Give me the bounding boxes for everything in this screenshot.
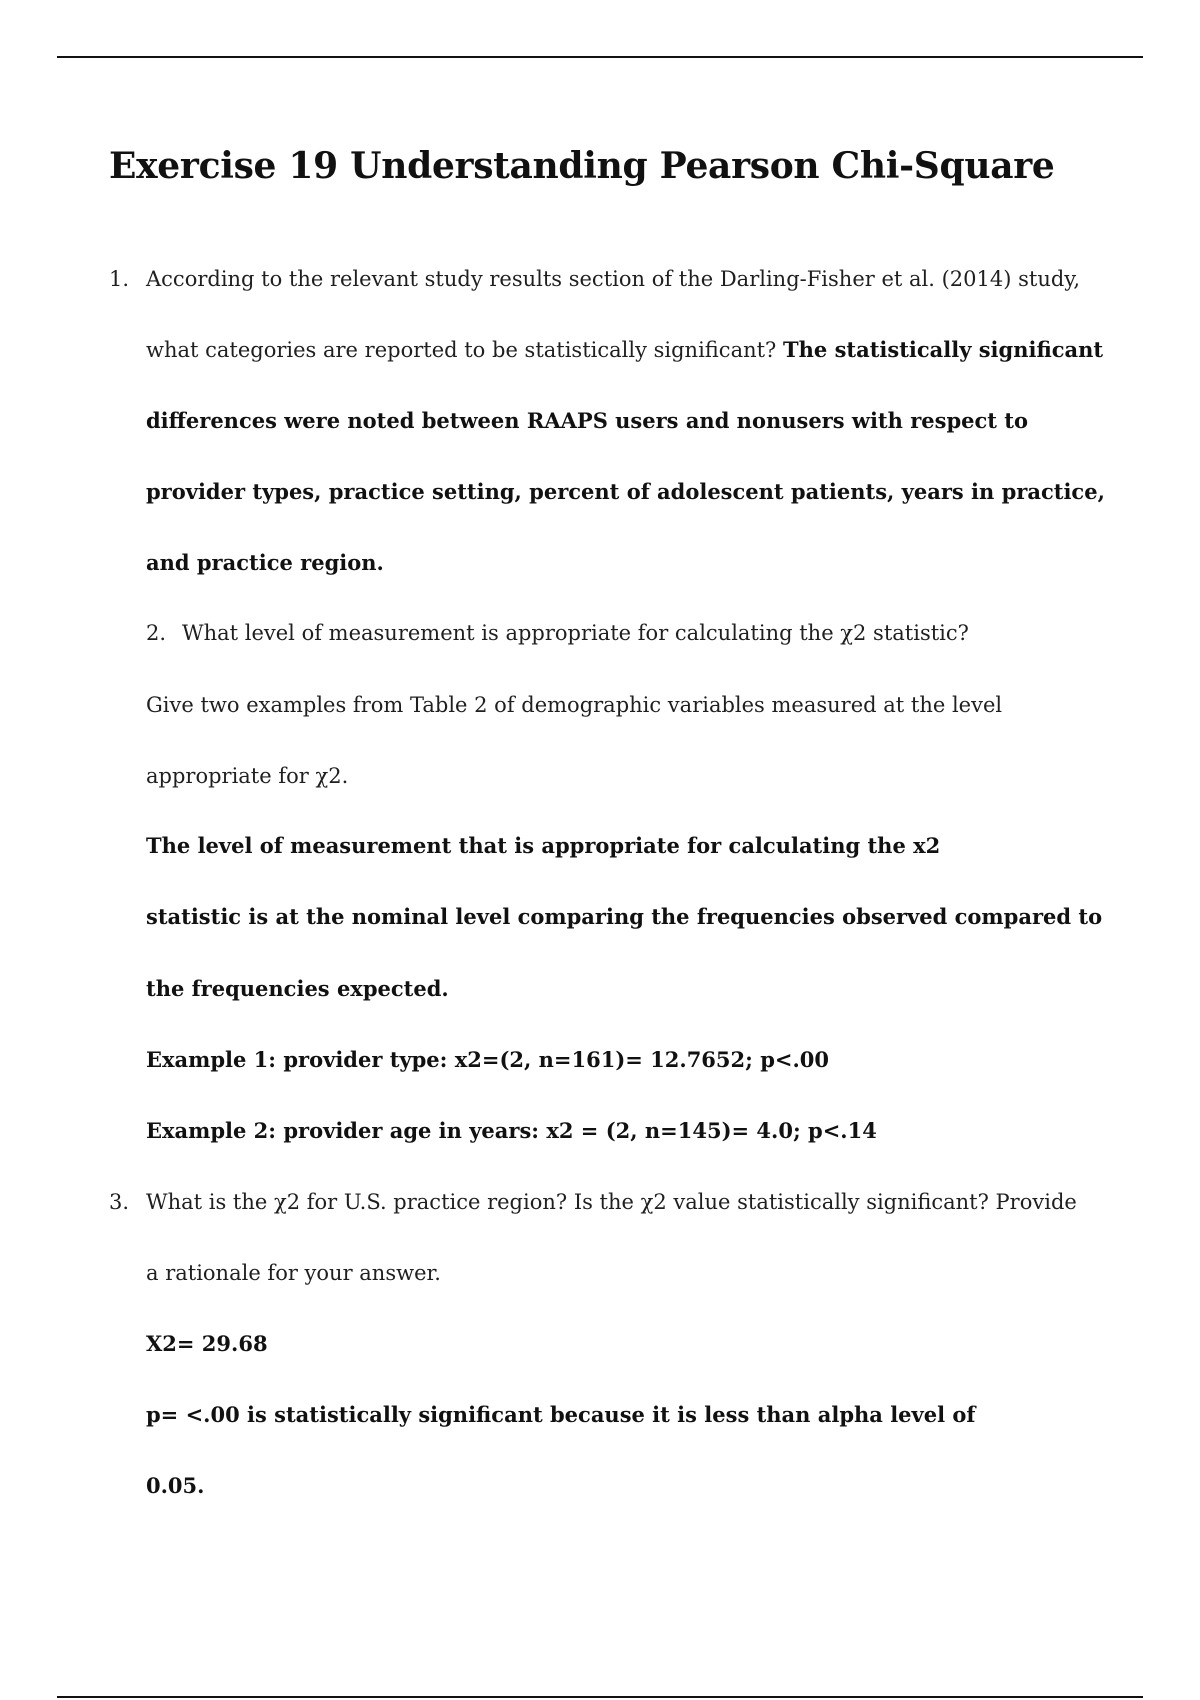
q1-answer-line-1: differences were noted between RAAPS users and nonusers with respect to [146,408,1029,433]
top-rule [57,56,1143,58]
q1-line-2 [146,336,1103,364]
q2-answer-line-2: statistic is at the nominal level comparing the frequencies observed compared to [146,904,1103,929]
q3-answer-line-3: 0.05. [146,1473,205,1498]
q1-answer-line-2: provider types, practice setting, percent of adolescent patients, years in practice, [146,479,1105,504]
q1-number: 1. [109,267,130,291]
q2-answer-line-3: the frequencies expected. [146,976,449,1001]
q2-example-2: Example 2: provider age in years: x2 = (2, n=145)= 4.0; p<.14 [146,1118,877,1143]
q3-line-1: What is the χ2 for U.S. practice region? Is the χ2 value statistically significant? Provide [146,1190,1077,1214]
q2-example-1: Example 1: provider type: x2=(2, n=161)= 12.7652; p<.00 [146,1047,830,1072]
q2-line-2: Give two examples from Table 2 of demographic variables measured at the level [146,693,1003,717]
q1-answer-inline: The statistically significant [783,337,1104,362]
q2-number: 2. [146,621,167,645]
q1-question-text: what categories are reported to be statistically significant? [146,338,777,362]
q3-answer-line-1: X2= 29.68 [146,1331,268,1356]
document-title: Exercise 19 Understanding Pearson Chi-Square [109,145,1055,187]
q3-number: 3. [109,1190,130,1214]
q3-line-2: a rationale for your answer. [146,1261,441,1285]
q2-line-1: What level of measurement is appropriate for calculating the χ2 statistic? [182,621,969,645]
q3-answer-line-2: p= <.00 is statistically significant because it is less than alpha level of [146,1402,976,1427]
q1-answer-line-3: and practice region. [146,550,384,575]
q1-line-1: According to the relevant study results section of the Darling-Fisher et al. (2014) study, [146,267,1081,291]
q2-line-3: appropriate for χ2. [146,764,349,788]
bottom-rule [57,1696,1143,1698]
q2-answer-line-1: The level of measurement that is appropriate for calculating the x2 [146,833,941,858]
